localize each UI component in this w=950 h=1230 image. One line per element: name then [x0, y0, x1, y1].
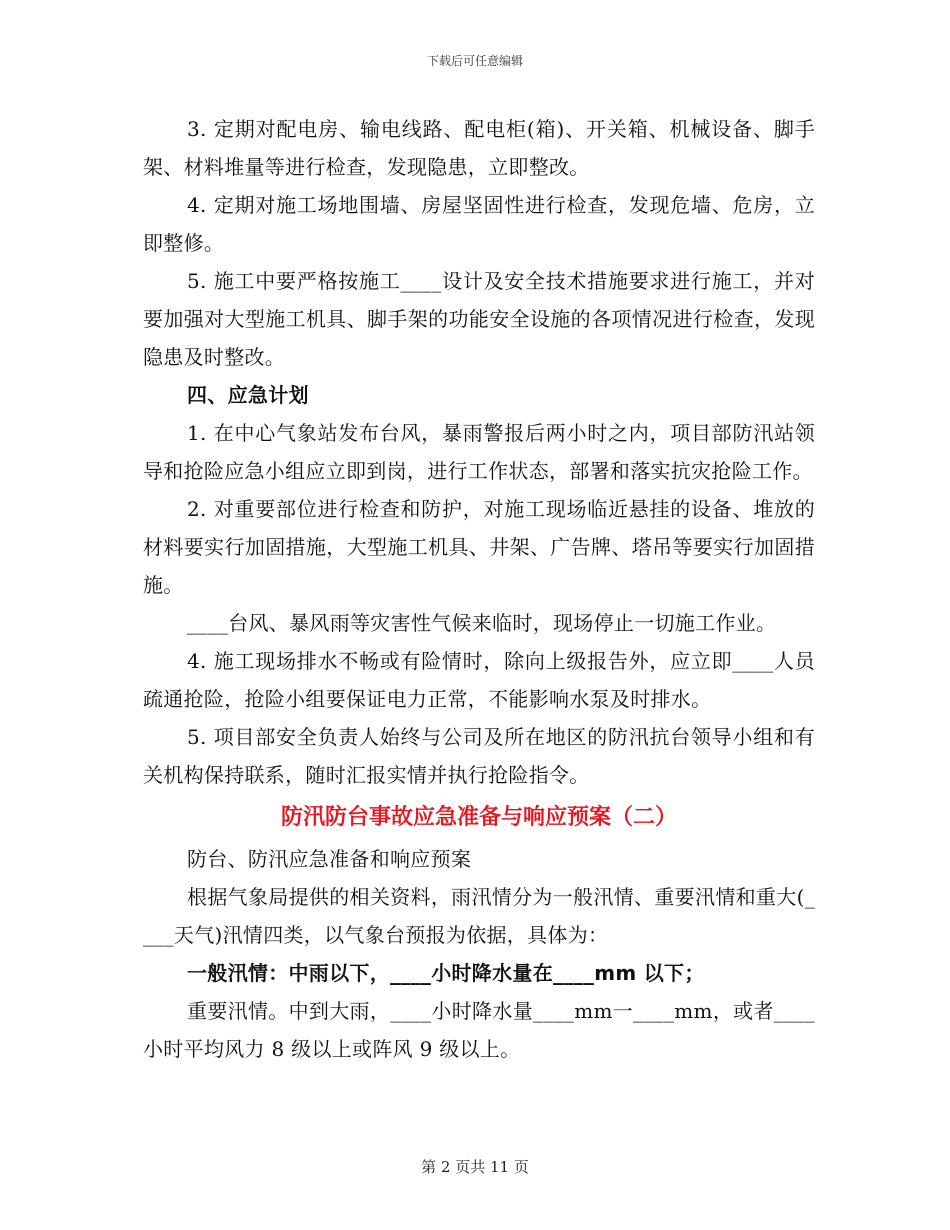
section-title: 防汛防台事故应急准备与响应预案（二）	[280, 805, 677, 830]
paragraph-item-5: 5. 施工中要严格按施工____设计及安全技术措施要求进行施工，并对要加强对大型施工机具、脚手架的功能安全设施的各项情况进行检查，发现隐患及时整改。	[143, 269, 815, 369]
page-header: 下载后可任意编辑	[426, 54, 523, 68]
paragraph-plan-5: 5. 项目部安全负责人始终与公司及所在地区的防汛抗台领导小组和有关机构保持联系，随时汇报实情并执行抢险指令。	[143, 725, 815, 787]
paragraph-item-4: 4. 定期对施工场地围墙、房屋坚固性进行检查，发现危墙、危房，立即整修。	[143, 193, 815, 255]
paragraph-general-flood: 一般汛情：中雨以下，____小时降水量在____mm 以下；	[187, 961, 705, 985]
paragraph-subtitle: 防台、防汛应急准备和响应预案	[187, 847, 472, 871]
document-body	[143, 110, 815, 1068]
section-heading-emergency-plan: 四、应急计划	[187, 383, 309, 407]
paragraph-important-flood: 重要汛情。中到大雨，____小时降水量____mm一____mm，或者____小时平均风力 8 级以上或阵风 9 级以上。	[143, 999, 815, 1061]
page-footer: 第 2 页共 11 页	[421, 1158, 529, 1176]
paragraph-classification: 根据气象局提供的相关资料，雨汛情分为一般汛情、重要汛情和重大(____天气)汛情四类，以气象台预报为依据，具体为：	[143, 885, 815, 947]
paragraph-item-3: 3. 定期对配电房、输电线路、配电柜(箱)、开关箱、机械设备、脚手架、材料堆量等进行检查，发现隐患，立即整改。	[143, 117, 815, 179]
paragraph-plan-3: ____台风、暴风雨等灾害性气候来临时，现场停止一切施工作业。	[187, 611, 777, 635]
paragraph-plan-2: 2. 对重要部位进行检查和防护，对施工现场临近悬挂的设备、堆放的材料要实行加固措施，大型施工机具、井架、广告牌、塔吊等要实行加固措施。	[143, 497, 815, 597]
paragraph-plan-1: 1. 在中心气象站发布台风，暴雨警报后两小时之内，项目部防汛站领导和抢险应急小组应立即到岗，进行工作状态，部署和落实抗灾抢险工作。	[143, 421, 815, 483]
paragraph-plan-4: 4. 施工现场排水不畅或有险情时，除向上级报告外，应立即____人员疏通抢险，抢险小组要保证电力正常，不能影响水泵及时排水。	[143, 649, 815, 711]
